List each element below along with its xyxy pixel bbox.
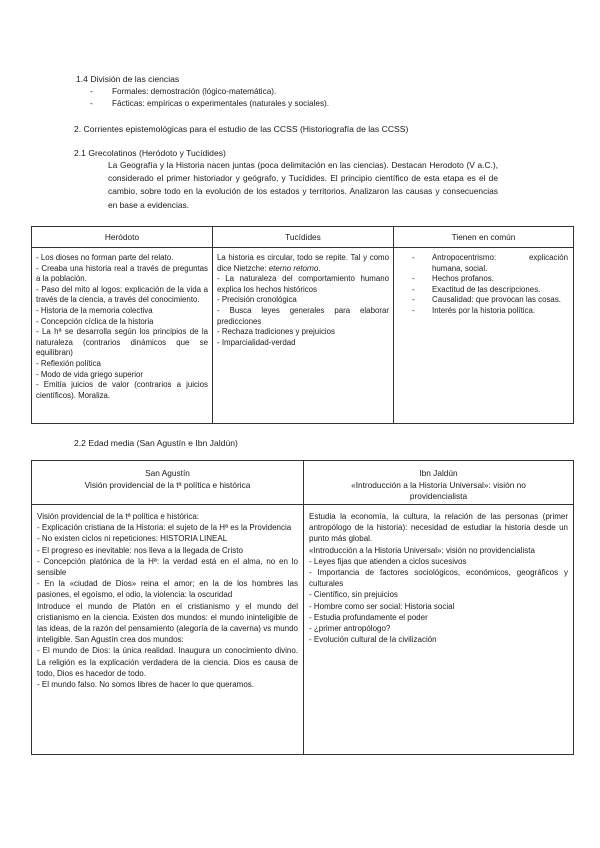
section-1-4-title: 1.4 División de las ciencias <box>76 74 180 84</box>
list-item: - El mundo de Dios: la única realidad. Inaugura un conocimiento divino. La religión es la explicación verdadera de la ciencia. Dios es causa de todo, Dios es hacedor de todo. <box>37 646 298 678</box>
list-item: - Imparcialidad-verdad <box>217 337 296 347</box>
list-item: - El mundo falso. No somos libres de hacer lo que queramos. <box>37 680 254 690</box>
column-header-agustin: San Agustín Visión providencial de la tª política e histórica <box>32 461 304 505</box>
list-item: - La hª se desarrolla según los principios de la naturaleza (contrarios dinámicos que se equilibran) <box>36 327 208 358</box>
section-2-1-paragraph: La Geografía y la Historia nacen juntas (poca delimitación en las ciencias). Destacan Herodoto (V a.C.), considerado el primer historiador y geógrafo, y Tucídides. El principio científico de esta etapa es el de cambio, sobre todo en la evolución de los estados y territorios. Analizaron las causas y consecuencias en base a evidencias. <box>108 160 498 210</box>
list-item: - Estudia profundamente el poder <box>309 612 428 622</box>
section-2-2-title: 2.2 Edad media (San Agustín e Ibn Jaldún) <box>74 438 238 448</box>
list-item: - El progreso es inevitable: nos lleva a la llegada de Cristo <box>37 545 243 555</box>
list-item: - Formales: demostración (lógico-matemática). <box>90 87 277 96</box>
list-item: - Historia de la memoria colectiva <box>36 305 153 315</box>
list-item: - Explicación cristiana de la Historia: el sujeto de la Hª es la Providencia <box>37 523 292 533</box>
tucidides-cell <box>213 248 394 424</box>
list-item: - Evolución cultural de la civilización <box>309 635 437 645</box>
list-item: - Científico, sin prejuicios <box>309 590 398 600</box>
list-item: - ¿primer antropólogo? <box>309 624 391 634</box>
list-item: - Modo de vida griego superior <box>36 369 144 379</box>
list-item: - Reflexión política <box>36 358 101 368</box>
list-item: - Interés por la historia política. <box>412 305 536 315</box>
list-item: - Leyes fijas que atienden a ciclos sucesivos <box>309 556 467 566</box>
list-item: - Exactitud de las descripciones. <box>412 284 541 294</box>
list-item: - En la «ciudad de Dios» reina el amor; en la de los hombres las pasiones, el egoísmo, el odio, la violencia: la oscuridad <box>37 579 298 600</box>
list-item: Introduce el mundo de Platón en el cristianismo y el mundo del cristianismo en la ciencia. Existen dos mundos: el mundo ininteligible de las ideas, de la razón del pensamiento (alegoría de la caverna) vs mundo inteligible. San Agustín crea dos mundos: <box>37 601 298 645</box>
list-item: - Busca leyes generales para elaborar predicciones <box>217 305 389 326</box>
list-item: - Concepción cíclica de la historia <box>36 316 154 326</box>
list-item: «Introducción a la Historia Universal»: visión no providencialista <box>309 545 535 555</box>
list-item: - Importancia de factores sociológicos, económicos, geográficos y culturales <box>309 568 568 589</box>
list-item: - Hechos profanos. <box>412 274 494 284</box>
list-item: - Precisión cronológica <box>217 295 297 305</box>
list-item: - Emitía juicios de valor (contrarios a juicios científicos). Moraliza. <box>36 380 208 400</box>
section-2-title: 2. Corrientes epistemológicas para el estudio de las CCSS (Historiografía de las CCSS) <box>74 124 409 134</box>
comparison-table-medieval <box>31 460 574 755</box>
list-item: - La naturaleza del comportamiento humano explica los hechos históricos <box>217 274 389 294</box>
list-item: - Causalidad: que provocan las cosas. <box>412 295 561 305</box>
comun-cell <box>394 248 574 424</box>
list-item: Estudia la economía, la cultura, la relación de las personas (primer antropólogo de la historia): necesidad de estudiar la historia desde un punto más global. <box>309 512 568 544</box>
list-item: - Fácticas: empíricas o experimentales (naturales y sociales). <box>90 99 330 108</box>
agustin-cell <box>32 505 304 755</box>
column-header-herodoto: Heródoto <box>32 227 213 248</box>
list-item: - Creaba una historia real a través de preguntas a la población. <box>36 263 208 284</box>
list-item: Visión providencial de la tª política e histórica: <box>37 512 200 521</box>
jaldun-cell <box>304 505 574 755</box>
column-header-jaldun: Ibn Jaldún «Introducción a la Historia Universal»: visión no providencialista <box>304 461 574 505</box>
list-item: - Concepción platónica de la Hª: la verdad está en el alma, no en lo sensible <box>37 556 298 578</box>
section-2-1-title: 2.1 Grecolatinos (Heródoto y Tucídides) <box>74 148 226 158</box>
column-header-comun: Tienen en común <box>394 227 574 248</box>
list-item: - Rechaza tradiciones y prejuicios <box>217 327 335 337</box>
list-item: - Paso del mito al logos: explicación de la vida a través de la ciencia, a través del conocimiento. <box>36 284 208 305</box>
tucidides-intro: La historia es circular, todo se repite. Tal y como dice Nietzche: eterno retorno. <box>217 253 389 273</box>
comparison-table-greek <box>31 226 574 424</box>
list-item: - Antropocentrismo: explicación humana, social. <box>412 253 568 273</box>
herodoto-cell <box>32 248 213 424</box>
list-item: - Hombre como ser social: Historia social <box>309 601 455 611</box>
list-item: - Los dioses no forman parte del relato. <box>36 253 174 262</box>
column-header-tucidides: Tucídides <box>213 227 394 248</box>
list-item: - No existen ciclos ni repeticiones: HISTORIA LINEAL <box>37 534 228 544</box>
